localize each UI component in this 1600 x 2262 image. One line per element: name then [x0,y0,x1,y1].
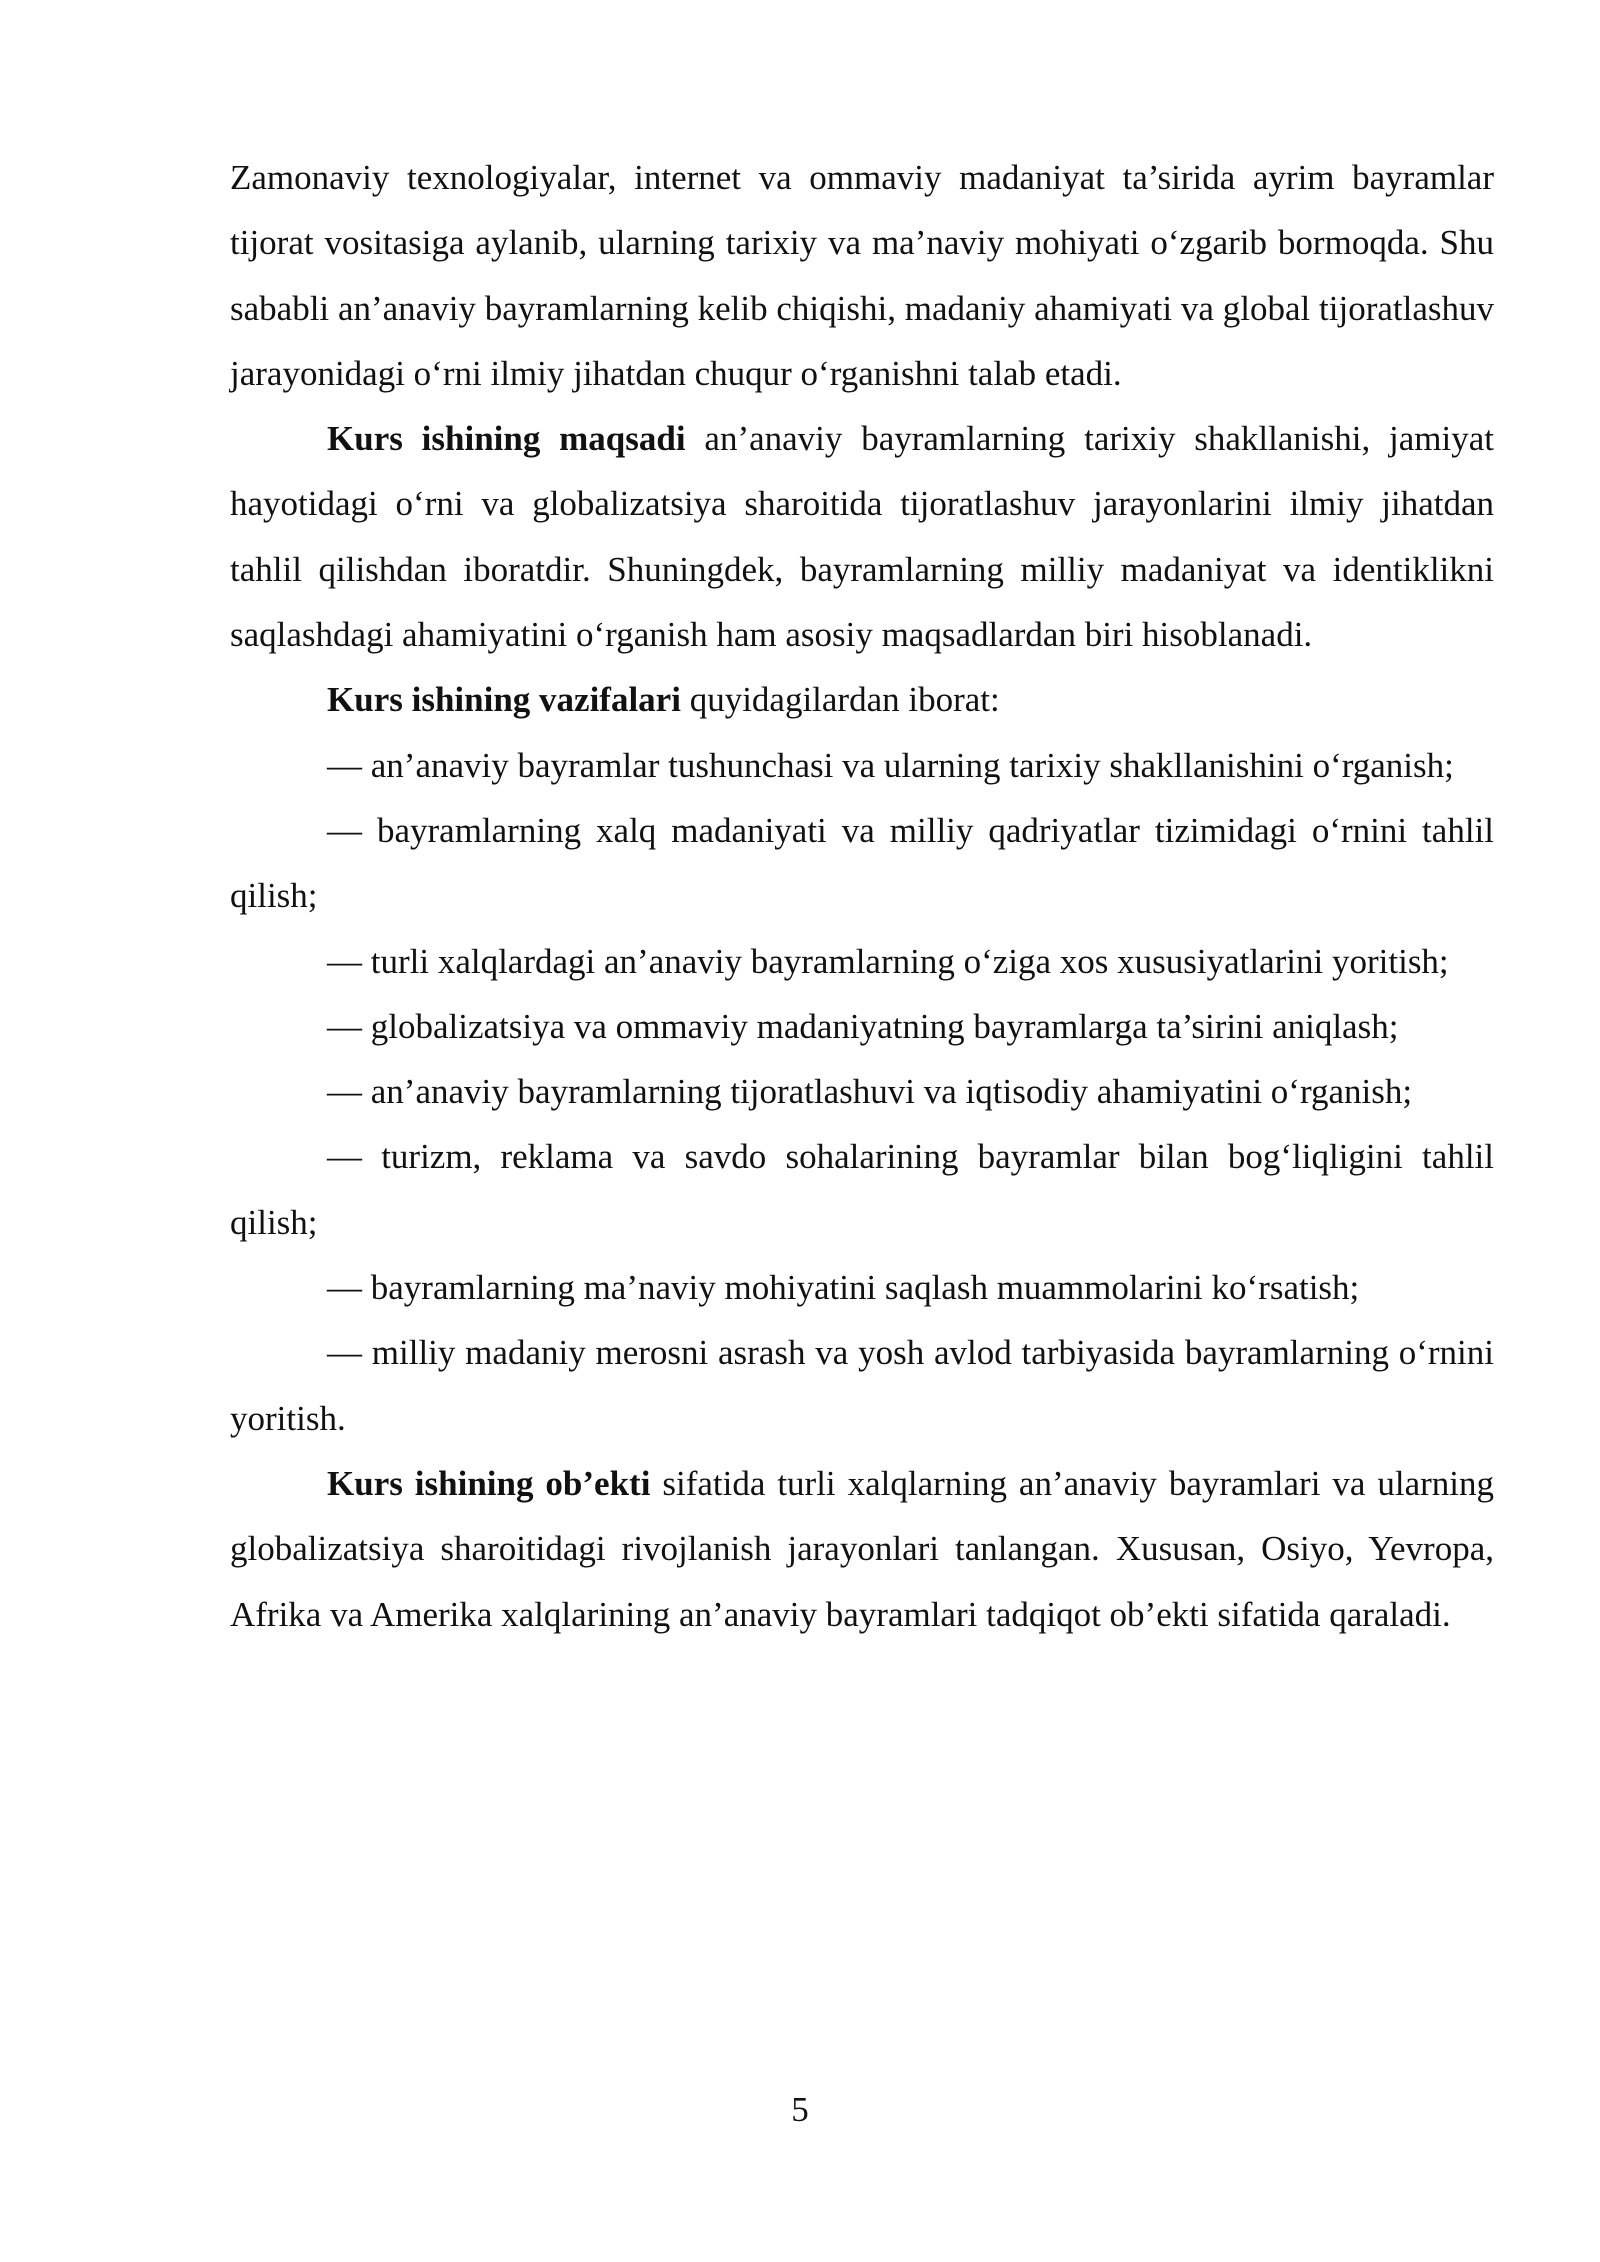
task-item: — milliy madaniy merosni asrash va yosh avlod tarbiyasida bayramlarning o‘rnini yoritish. [230,1333,1494,1438]
task-item: — bayramlarning xalq madaniyati va milliy qadriyatlar tizimidagi o‘rnini tahlil qilish; [230,810,1494,916]
object-text: sifatida turli xalqlarning an’anaviy bayramlari va ularning globalizatsiya sharoitidagi rivojlanish jarayonlari tanlangan. Xususan, Osiyo, Yevropa, Afrika va Amerika xalqlarining an’anaviy bayramlari tadqiqot ob’ekti sifatida qaraladi. [230,1463,1494,1634]
tasks-intro-paragraph [230,667,1494,732]
object-paragraph [230,1451,1494,1647]
task-item: — globalizatsiya va ommaviy madaniyatning bayramlarga ta’sirini aniqlash; [327,1006,1399,1046]
goal-heading: Kurs ishining maqsadi [327,419,686,459]
object-heading: Kurs ishining ob’ekti [327,1463,651,1503]
page-number: 5 [791,2090,809,2129]
page-content [230,145,1494,1647]
task-item: — turli xalqlardagi an’anaviy bayramlarning o‘ziga xos xususiyatlarini yoritish; [327,941,1449,981]
task-item: — turizm, reklama va savdo sohalarining bayramlar bilan bog‘liqligini tahlil qilish; [230,1137,1494,1242]
tasks-heading: Kurs ishining vazifalari [327,680,681,720]
tasks-intro-text: quyidagilardan iborat: [680,680,1000,720]
task-item: — bayramlarning ma’naviy mohiyatini saqlash muammolarini ko‘rsatish; [327,1268,1360,1308]
task-item: — an’anaviy bayramlar tushunchasi va ularning tarixiy shakllanishini o‘rganish; [327,745,1454,785]
goal-text: an’anaviy bayramlarning tarixiy shakllanishi, jamiyat hayotidagi o‘rni va globalizatsiya sharoitida tijoratlashuv jarayonlarini ilmiy jihatdan tahlil qilishdan iboratdir. Shuningdek, bayramlarning milliy madaniyat va identiklikni saqlashdagi ahamiyatini o‘rganish ham asosiy maqsadlardan biri hisoblanadi. [230,419,1495,655]
task-item: — an’anaviy bayramlarning tijoratlashuvi va iqtisodiy ahamiyatini o‘rganish; [327,1072,1413,1112]
goal-paragraph [230,406,1494,667]
intro-paragraph: Zamonaviy texnologiyalar, internet va ommaviy madaniyat ta’sirida ayrim bayramlar tijorat vositasiga aylanib, ularning tarixiy va ma’naviy mohiyati o‘zgarib bormoqda. Shu sababli an’anaviy bayramlarning kelib chiqishi, madaniy ahamiyati va global tijoratlashuv jarayonidagi o‘rni ilmiy jihatdan chuqur o‘rganishni talab etadi. [230,158,1494,393]
